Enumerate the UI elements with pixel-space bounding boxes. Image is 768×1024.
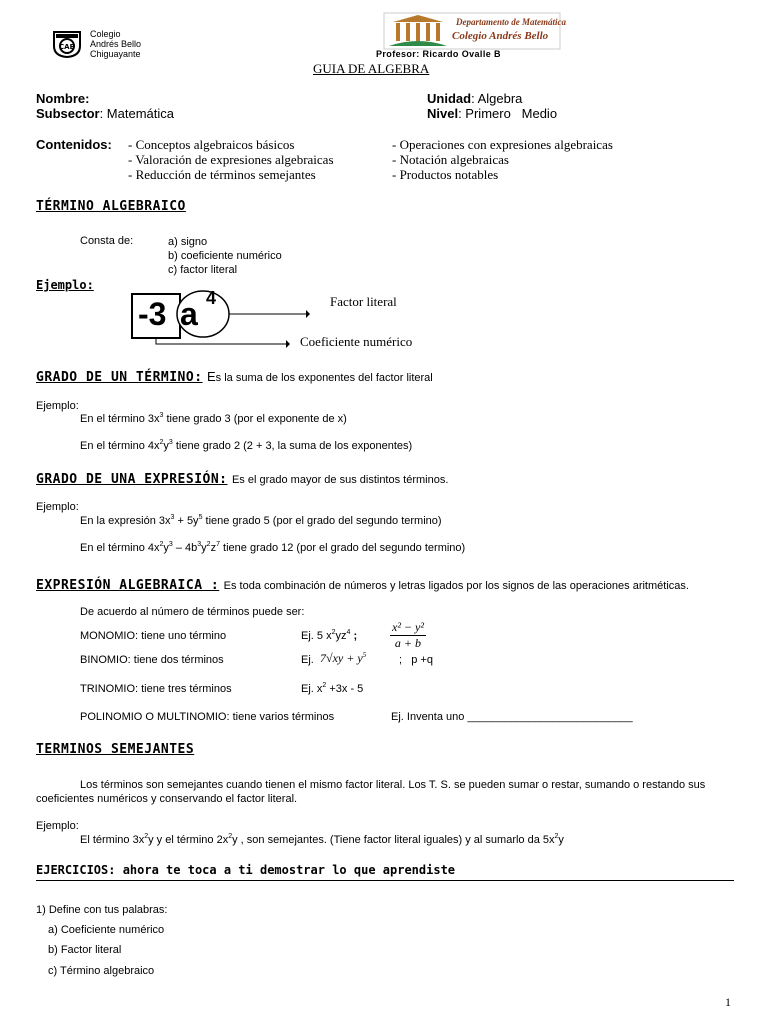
school-name: Colegio Andrés Bello Chiguayante (90, 29, 142, 59)
term-coefficient: -3 (138, 296, 167, 332)
ejercicios-divider (36, 880, 734, 881)
heading-grado-termino: GRADO DE UN TÉRMINO: (36, 370, 203, 385)
school-logo (52, 30, 82, 58)
svg-text:CAB: CAB (59, 43, 75, 51)
term-literal: a (180, 296, 198, 332)
factor-literal-label: Factor literal (330, 294, 397, 309)
contenidos-label: Contenidos: (36, 137, 112, 152)
binomio-ej: Ej. (301, 654, 314, 666)
grado-expresion-ex2: En el término $4x^2y^3 - 4b^3y^2z^7$ tiene grado 12 (por el grado del segundo termino) (80, 541, 466, 554)
department-name: Departamento de Matemática (456, 17, 566, 27)
grado-termino-ex2: En el término $4x^2y^3$ tiene grado 2 (2 + 3, la suma de los exponentes) (80, 439, 413, 452)
heading-ejercicios: EJERCICIOS: ahora te toca a ti demostrar lo que aprendiste (36, 863, 456, 877)
coeficiente-label: Coeficiente numérico (300, 334, 413, 349)
grado-termino-ex1: En el término $3x^3$ tiene grado 3 (por el exponente de x) (80, 412, 347, 425)
ejemplo-label-3: Ejemplo: (36, 501, 79, 513)
grado-termino-line: GRADO DE UN TÉRMINO: Es la suma de los exponentes del factor literal (36, 369, 433, 385)
question-1b: b) Factor literal (48, 944, 122, 956)
department-school: Colegio Andrés Bello (452, 30, 549, 42)
heading-termino-algebraico: TÉRMINO ALGEBRAICO (36, 199, 186, 214)
page-number: 1 (725, 995, 731, 1009)
polinomio-example: Ej. Inventa uno ___________________________ (391, 711, 633, 723)
semejantes-example: El término $3x^2y$ y el término $2x^2y$ , son semejantes. (Tiene factor literal iguales) y al sumarlo da $5x^2y$ (80, 833, 564, 846)
contenidos-left: - Conceptos algebraicos básicos - Valoración de expresiones algebraicas - Reducción de términos semejantes (128, 137, 334, 182)
binomio-tail: ; p +q (399, 654, 433, 666)
heading-expresion-algebraica: EXPRESIÓN ALGEBRAICA : (36, 578, 220, 593)
subsector-line: Subsector: Matemática (36, 106, 174, 121)
grado-expresion-ex1: En la expresión $3x^3 + 5y^5$ tiene grado 5 (por el grado del segundo termino) (80, 514, 442, 527)
consta-label: Consta de: (80, 235, 134, 247)
question-1c: c) Término algebraico (48, 965, 155, 977)
nombre-label: Nombre: (36, 91, 90, 106)
semejantes-p2: coeficientes numéricos y conservando el factor literal. (36, 793, 298, 805)
ejemplo-label-4: Ejemplo: (36, 820, 79, 832)
trinomio-label: TRINOMIO: tiene tres términos (80, 683, 232, 695)
heading-terminos-semejantes: TERMINOS SEMEJANTES (36, 742, 195, 757)
expresion-line: EXPRESIÓN ALGEBRAICA : Es toda combinación de números y letras ligados por los signos de las operaciones aritméticas. (36, 578, 689, 593)
heading-grado-expresion: GRADO DE UNA EXPRESIÓN: (36, 472, 228, 487)
question-1: 1) Define con tus palabras: (36, 904, 168, 916)
semejantes-p1: Los términos son semejantes cuando tienen el mismo factor literal. Los T. S. se pueden sumar o restar, sumando o restando sus (80, 779, 706, 791)
polinomio-label: POLINOMIO O MULTINOMIO: tiene varios términos (80, 711, 335, 723)
page-title: GUIA DE ALGEBRA (313, 61, 430, 76)
nivel-line: Nivel: Primero Medio (427, 106, 558, 121)
ejemplo-label-2: Ejemplo: (36, 400, 79, 412)
question-1a: a) Coeficiente numérico (48, 924, 165, 936)
monomio-label: MONOMIO: tiene uno término (80, 630, 227, 642)
teacher-name: Profesor: Ricardo Ovalle B (376, 49, 501, 59)
grado-expresion-line: GRADO DE UNA EXPRESIÓN: Es el grado mayor de sus distintos términos. (36, 472, 449, 487)
term-exponent: 4 (206, 288, 217, 308)
consta-list: a) signo b) coeficiente numérico c) factor literal (168, 236, 282, 276)
school-crest-icon (52, 30, 82, 58)
acuerdo-text: De acuerdo al número de términos puede ser: (80, 606, 305, 618)
fraction-example: $\frac{\text{x² − y²}}{a + b}$ (392, 620, 424, 650)
unidad-line: Unidad: Algebra (427, 91, 523, 106)
ejemplo-label: Ejemplo: (36, 278, 94, 292)
monomio-example: Ej. 5 $x^2yz^4$ ; (301, 629, 358, 642)
binomio-math: $7√xy + y^5$ (320, 651, 367, 665)
contenidos-right: - Operaciones con expresiones algebraicas - Notación algebraicas - Productos notables (392, 137, 613, 182)
trinomio-example: Ej. $x^2 +3x - 5$ (301, 682, 364, 695)
binomio-label: BINOMIO: tiene dos términos (80, 654, 224, 666)
